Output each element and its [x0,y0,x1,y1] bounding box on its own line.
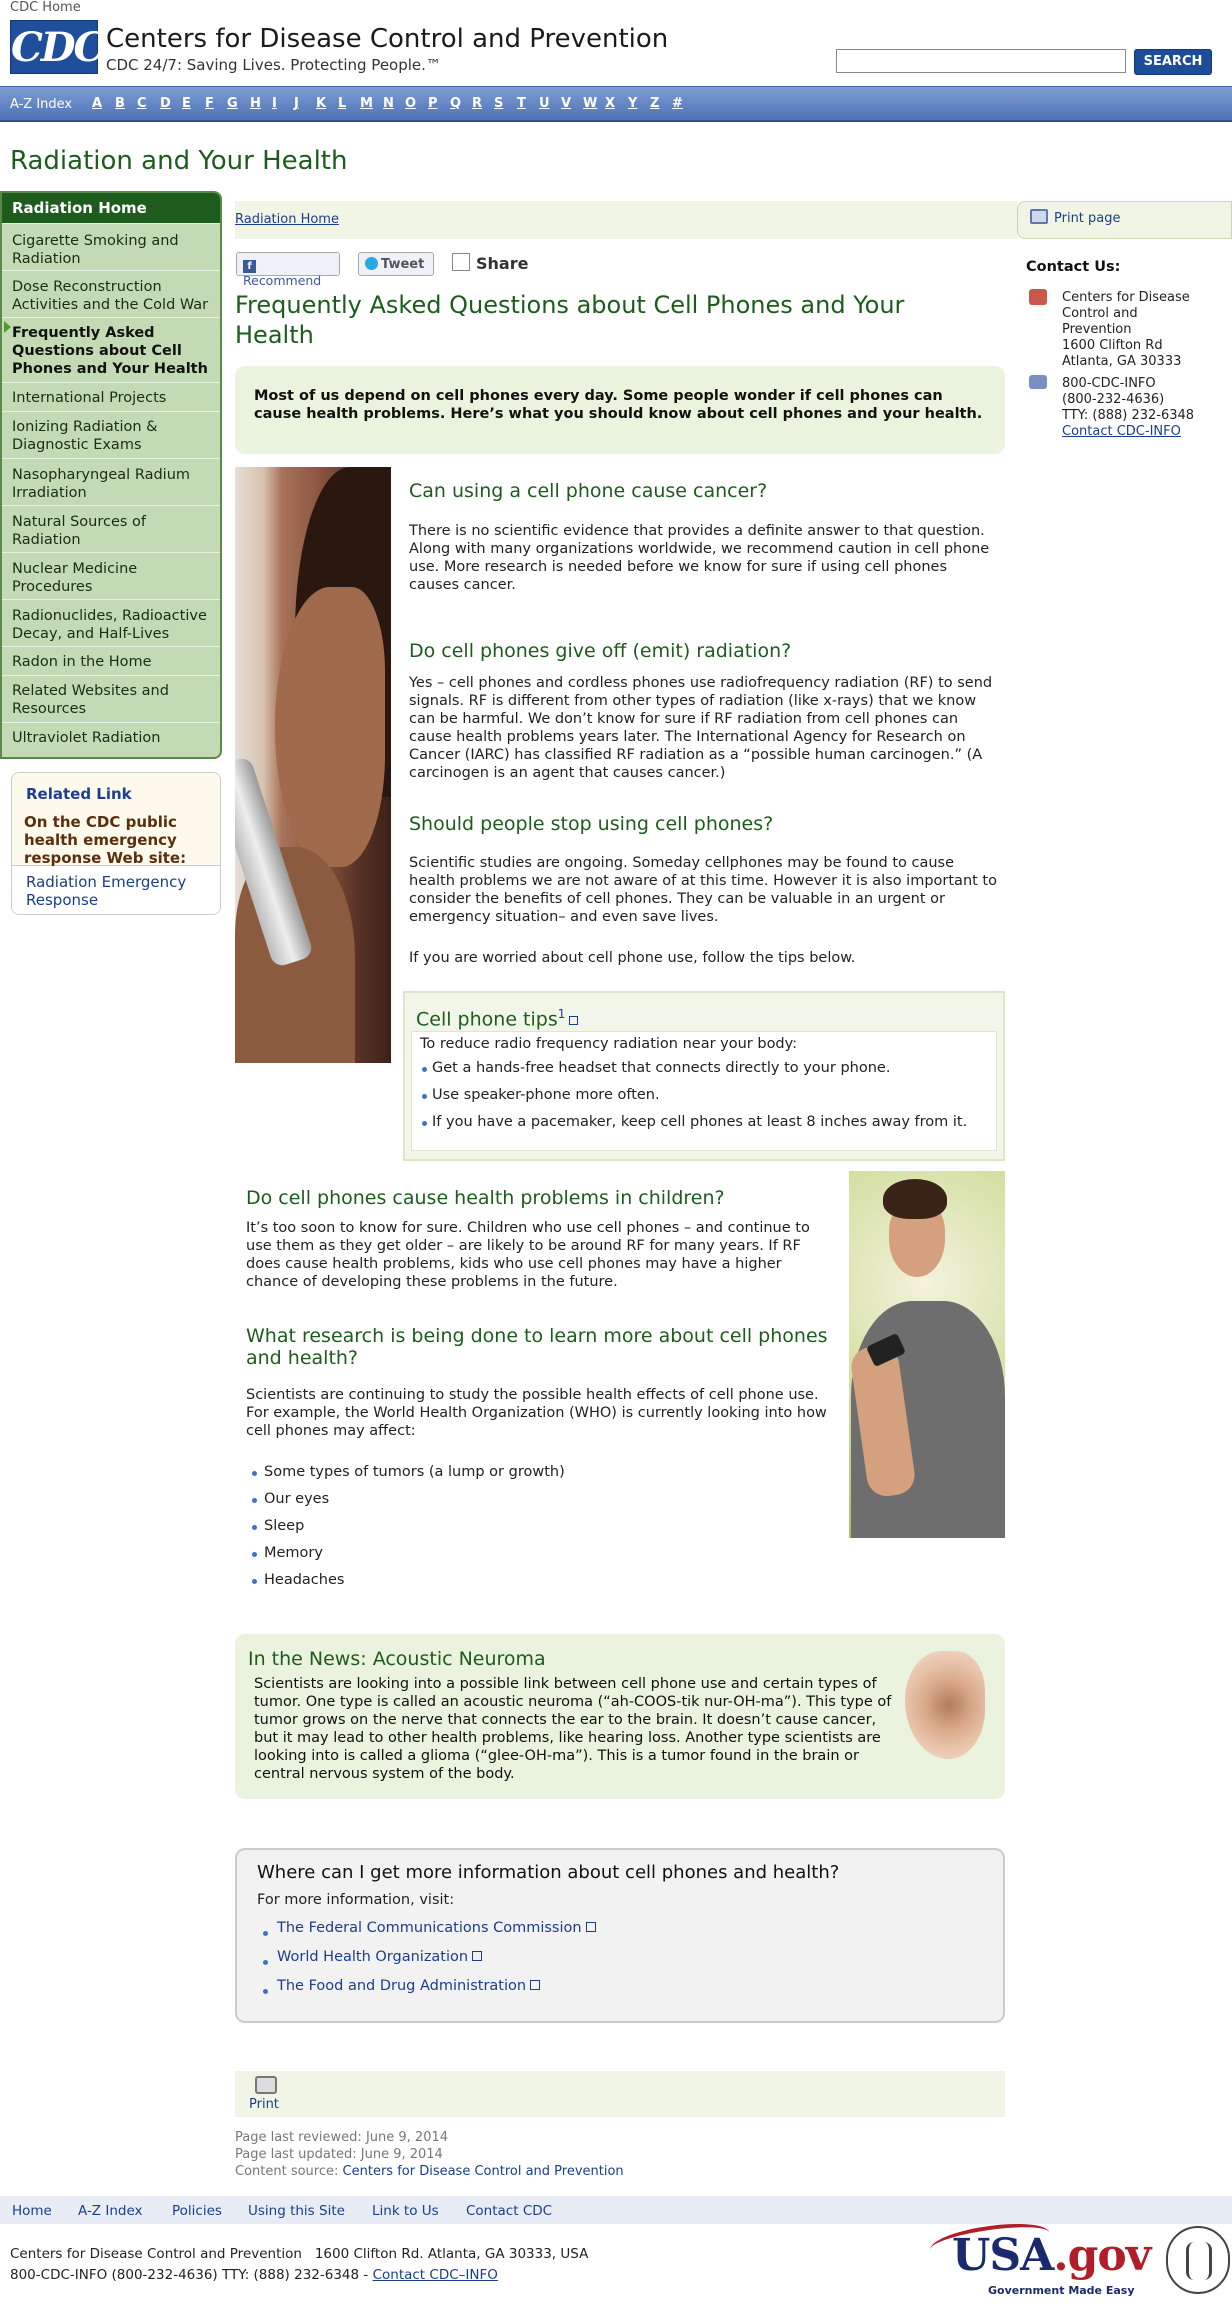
more-info-subtitle: For more information, visit: [257,1892,455,1908]
az-letter-l[interactable]: L [338,96,347,111]
nav-item-ultraviolet[interactable]: Ultraviolet Radiation [2,722,220,757]
external-link-icon [472,1951,482,1961]
news-body: Scientists are looking into a possible link between cell phone use and certain types of tumor. One type is called an acoustic neuroma (“ah-COOS-tik nur-OH-ma”). This type of tumor grows on the nerve that connects the ear to the brain. It doesn’t cause cancer, but it may lead to other health problems, like hearing loss. Another type scientists are looking into is called a glioma (“glee-OH-ma”). This is a tumor found in the brain or central nervous system of the body. [254,1676,892,1782]
bullet-icon [252,1579,257,1584]
cdc-logo[interactable] [10,20,104,74]
answer-text: There is no scientific evidence that provides a definite answer to that question. Along with many organizations worldwide, we recommend caution in cell phone use. More research is needed before we know for sure if using cell phones causes cancer. [409,523,990,593]
az-letter-o[interactable]: O [405,96,417,111]
tip-item: Get a hands-free headset that connects directly to your phone. [432,1060,891,1076]
az-letter-y[interactable]: Y [628,96,638,111]
nav-item-ionizing-radiation[interactable]: Ionizing Radiation & Diagnostic Exams [2,411,220,458]
external-link-icon [586,1922,596,1932]
link-text: The Food and Drug Administration [277,1978,527,1994]
contact-heading: Contact Us: [1026,259,1121,275]
link-text: The Federal Communications Commission [277,1920,582,1936]
bullet-icon [252,1552,257,1557]
search-input[interactable] [836,49,1126,73]
footer-link-to-us[interactable]: Link to Us [372,2203,439,2219]
footer-policies-link[interactable]: Policies [172,2203,222,2219]
org-name: Centers for Disease Control and Prevention [106,24,669,54]
az-letter-n[interactable]: N [383,96,394,111]
question-heading: What research is being done to learn more about cell phones and health? [246,1325,828,1369]
bullet-icon [422,1121,427,1126]
nav-item-cell-phones-faq[interactable] [2,317,220,382]
question-heading: Should people stop using cell phones? [409,813,774,835]
az-letter-d[interactable]: D [160,96,171,111]
az-letter-x[interactable]: X [605,96,616,111]
phone-icon [1029,375,1047,389]
az-letter-p[interactable]: P [428,96,438,111]
nav-item-radionuclides[interactable]: Radionuclides, Radioactive Decay, and Half-Lives [2,599,220,646]
logo-text: CDC [11,24,104,71]
page-title: Frequently Asked Questions about Cell Phones and Your Health [235,291,905,349]
nav-item-natural-sources[interactable]: Natural Sources of Radiation [2,505,220,552]
young-man-texting-image [849,1171,1005,1538]
az-letter-t[interactable]: T [517,96,526,111]
facebook-recommend-button[interactable] [236,252,340,288]
research-list-item: Memory [264,1545,323,1561]
twitter-icon [365,257,378,270]
az-letter-h[interactable]: H [250,96,261,111]
az-letter-q[interactable]: Q [450,96,462,111]
research-list-item: Sleep [264,1518,305,1534]
tips-title-text: Cell phone tips [416,1008,558,1031]
nav-item-nuclear-medicine[interactable]: Nuclear Medicine Procedures [2,552,220,599]
cell-phone-tips-box [403,991,1005,1161]
bullet-icon [263,1989,268,1994]
cdc-home-link[interactable]: CDC Home [10,0,81,15]
usagov-text: USA.gov [952,2230,1151,2281]
nav-item-cigarette-smoking[interactable]: Cigarette Smoking and Radiation [2,223,220,270]
contact-cdc-info-link[interactable]: Contact CDC-INFO [1062,424,1181,439]
who-link[interactable] [277,1949,482,1965]
bullet-icon [252,1525,257,1530]
contact-address [1062,290,1190,370]
az-index-bar [0,86,1232,122]
printer-icon [1030,209,1048,224]
answer-text: Yes – cell phones and cordless phones use radiofrequency radiation (RF) to send signals. RF is different from other types of radiation (like x-rays) that we know can be harmful. We don’t know for sure if RF radiation from cell phones can cause health problems years later. The International Agency for Research on Cancer (IARC) has classified RF radiation as a “possible human carcinogen.” (A carcinogen is an agent that causes cancer.) [409,675,993,781]
bullet-icon [422,1094,427,1099]
bullet-icon [263,1931,268,1936]
fda-link[interactable] [277,1978,540,1994]
ear-image [905,1651,985,1759]
external-link-icon [530,1980,540,1990]
research-list-item: Some types of tumors (a lump or growth) [264,1464,565,1480]
az-letter-u[interactable]: U [539,96,550,111]
content-source-label: Content source: [235,2164,339,2179]
more-info-title: Where can I get more information about cell phones and health? [257,1862,840,1883]
link-text: World Health Organization [277,1949,469,1965]
breadcrumb[interactable]: Radiation Home [235,212,339,227]
footer-phone [10,2267,498,2283]
search-button[interactable]: SEARCH [1134,49,1212,75]
page-updated: Page last updated: June 9, 2014 [235,2147,443,2162]
nav-item-nasopharyngeal[interactable]: Nasopharyngeal Radium Irradiation [2,458,220,505]
related-link-subtitle: On the CDC public health emergency response Web site: [24,813,187,867]
bullet-icon [252,1471,257,1476]
usagov-tagline: Government Made Easy [988,2284,1135,2297]
answer-text: It’s too soon to know for sure. Children who use cell phones – and continue to use them as they get older – are likely to be around RF for many years. If RF does cause health problems, kids who use cell phones may have a higher chance of developing these problems in the future. [246,1220,810,1290]
share-label: Share [476,254,529,273]
az-index-label: A-Z Index [10,97,73,112]
usagov-logo[interactable] [930,2222,1152,2302]
hhs-eagle-icon [1186,2242,1212,2280]
az-letter-k[interactable]: K [316,96,327,111]
tagline: CDC 24/7: Saving Lives. Protecting People.™ [106,56,441,74]
tips-footnote-link[interactable]: 1 [557,1007,566,1021]
nav-item-dose-reconstruction[interactable]: Dose Reconstruction Activities and the Cold War [2,270,220,317]
bullet-icon [263,1960,268,1965]
answer-text: Scientists are continuing to study the possible health effects of cell phone use. For example, the World Health Organization (WHO) is currently looking into how cell phones may affect: [246,1387,827,1439]
address-line: Prevention [1062,322,1132,337]
az-letter-e[interactable]: E [182,96,191,111]
research-list-item: Our eyes [264,1491,330,1507]
address-line: Centers for Disease [1062,290,1190,305]
az-letter-g[interactable]: G [227,96,238,111]
az-letter-a[interactable]: A [92,96,103,111]
current-page-arrow-icon [4,321,11,333]
in-the-news-box [235,1634,1005,1799]
question-heading: Do cell phones give off (emit) radiation? [409,640,792,662]
radiation-emergency-link[interactable]: Radiation Emergency Response [26,873,187,909]
question-heading: Can using a cell phone cause cancer? [409,480,768,502]
print-page-box [1017,201,1232,239]
facebook-icon: f [243,260,256,273]
phone-line: TTY: (888) 232-6348 [1062,408,1195,423]
az-letter-i[interactable]: I [272,96,277,111]
nav-item-related-websites[interactable]: Related Websites and Resources [2,675,220,722]
share-icon [452,253,470,271]
building-icon [1029,289,1047,305]
footer-home-link[interactable]: Home [12,2203,52,2219]
left-nav [0,191,222,759]
footer-contact-cdc-info-link[interactable]: Contact CDC–INFO [372,2267,498,2283]
az-letter-r[interactable]: R [472,96,483,111]
recommend-label: Recommend [243,273,322,288]
breadcrumb-bar [235,201,1017,239]
az-letter-j[interactable]: J [294,96,299,111]
footer-contact-cdc-link[interactable]: Contact CDC [466,2203,553,2219]
intro-box [235,366,1005,454]
research-list-item: Headaches [264,1572,345,1588]
tip-item: If you have a pacemaker, keep cell phones at least 8 inches away from it. [432,1114,968,1130]
news-title: In the News: Acoustic Neuroma [248,1648,546,1670]
footer-address: Centers for Disease Control and Prevention 1600 Clifton Rd. Atlanta, GA 30333, USA [10,2246,589,2262]
external-link-icon [569,1016,578,1025]
intro-text: Most of us depend on cell phones every day. Some people wonder if cell phones can cause health problems. Here’s what you should know about cell phones and your health. [254,388,983,422]
tip-item: Use speaker-phone more often. [432,1087,660,1103]
question-heading: Do cell phones cause health problems in children? [246,1187,725,1209]
related-link-title: Related Link [26,785,132,803]
address-line: Control and [1062,306,1138,321]
bullet-icon [422,1067,427,1072]
content-source-link[interactable]: Centers for Disease Control and Prevention [342,2164,624,2179]
tips-content [411,1031,997,1151]
woman-on-phone-image [235,467,391,1063]
az-letter-m[interactable]: M [360,96,373,111]
az-letter-s[interactable]: S [494,96,504,111]
az-letter-hash[interactable]: # [672,96,683,111]
nav-item-label: Frequently Asked Questions about Cell Phones and Your Health [12,325,208,377]
tweet-button[interactable] [358,252,434,276]
more-info-box [235,1848,1005,2023]
print-link[interactable]: Print [249,2097,279,2112]
az-letter-v[interactable]: V [561,96,572,111]
tips-title [416,1007,578,1030]
footer-phone-text: 800-CDC-INFO (800-232-4636) TTY: (888) 232-6348 - [10,2267,369,2283]
nav-item-radon[interactable]: Radon in the Home [2,646,220,675]
fcc-link[interactable] [277,1920,596,1936]
phone-line: 800-CDC-INFO [1062,376,1156,391]
az-letter-b[interactable]: B [115,96,125,111]
address-line: Atlanta, GA 30333 [1062,354,1182,369]
tweet-label: Tweet [381,257,425,272]
content-source [235,2164,624,2179]
printer-icon[interactable] [255,2076,277,2094]
print-bar [235,2071,1005,2117]
bullet-icon [252,1498,257,1503]
hhs-seal-logo[interactable] [1166,2226,1230,2294]
az-letter-z[interactable]: Z [650,96,660,111]
az-letter-w[interactable]: W [583,96,598,111]
page-reviewed: Page last reviewed: June 9, 2014 [235,2130,449,2145]
answer-text: Scientific studies are ongoing. Someday cellphones may be found to cause health problems we are not aware of at this time. However it is also important to consider the benefits of cell phones. They can be valuable in an urgent or emergency situation– and even save lives. [409,855,997,925]
az-letter-c[interactable]: C [137,96,147,111]
nav-item-international-projects[interactable]: International Projects [2,382,220,411]
footer-using-site-link[interactable]: Using this Site [248,2203,345,2219]
tips-lead: To reduce radio frequency radiation near your body: [420,1036,798,1052]
contact-phones [1062,376,1194,440]
share-button[interactable] [452,253,528,273]
az-letter-f[interactable]: F [205,96,214,111]
nav-heading-radiation-home[interactable]: Radiation Home [2,193,220,223]
site-title: Radiation and Your Health [10,146,348,176]
related-link-box [11,772,221,915]
print-page-link[interactable]: Print page [1054,211,1121,226]
answer-text: If you are worried about cell phone use, follow the tips below. [409,950,856,966]
address-line: 1600 Clifton Rd [1062,338,1163,353]
footer-az-index-link[interactable]: A-Z Index [78,2203,143,2219]
phone-line: (800-232-4636) [1062,392,1165,407]
